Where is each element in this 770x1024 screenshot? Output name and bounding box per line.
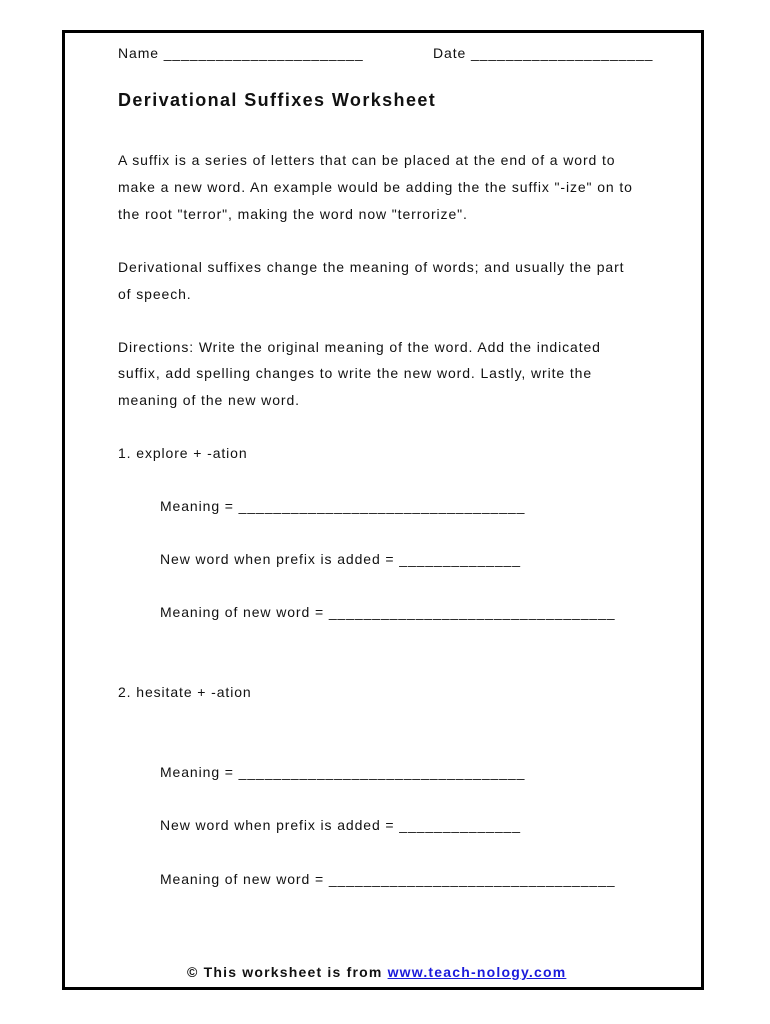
derivational-line: of speech. xyxy=(118,286,192,302)
footer-link[interactable]: www.teach-nology.com xyxy=(387,964,567,980)
derivational-line: Derivational suffixes change the meaning of words; and usually the part xyxy=(118,259,625,275)
intro-line: the root "terror", making the word now "terrorize". xyxy=(118,206,468,222)
directions-line: Directions: Write the original meaning of the word. Add the indicated xyxy=(118,339,601,355)
meaning-blank: Meaning = _________________________________ xyxy=(160,764,526,780)
intro-line: A suffix is a series of letters that can be placed at the end of a word to xyxy=(118,152,616,168)
name-field: Name _______________________ xyxy=(118,45,364,61)
new-word-blank: New word when prefix is added = ______________ xyxy=(160,817,521,833)
intro-line: make a new word. An example would be adding the the suffix "-ize" on to xyxy=(118,179,633,195)
question-prompt: 1. explore + -ation xyxy=(118,445,248,461)
page-title: Derivational Suffixes Worksheet xyxy=(118,90,437,110)
date-field: Date _____________________ xyxy=(433,45,654,61)
directions-line: suffix, add spelling changes to write the new word. Lastly, write the xyxy=(118,365,593,381)
new-meaning-blank: Meaning of new word = _________________________________ xyxy=(160,871,616,887)
new-word-blank: New word when prefix is added = ______________ xyxy=(160,551,521,567)
footer-text: © This worksheet is from xyxy=(187,964,388,980)
question-prompt: 2. hesitate + -ation xyxy=(118,684,252,700)
footer xyxy=(187,964,566,980)
directions-line: meaning of the new word. xyxy=(118,392,300,408)
meaning-blank: Meaning = _________________________________ xyxy=(160,498,526,514)
new-meaning-blank: Meaning of new word = _________________________________ xyxy=(160,604,616,620)
